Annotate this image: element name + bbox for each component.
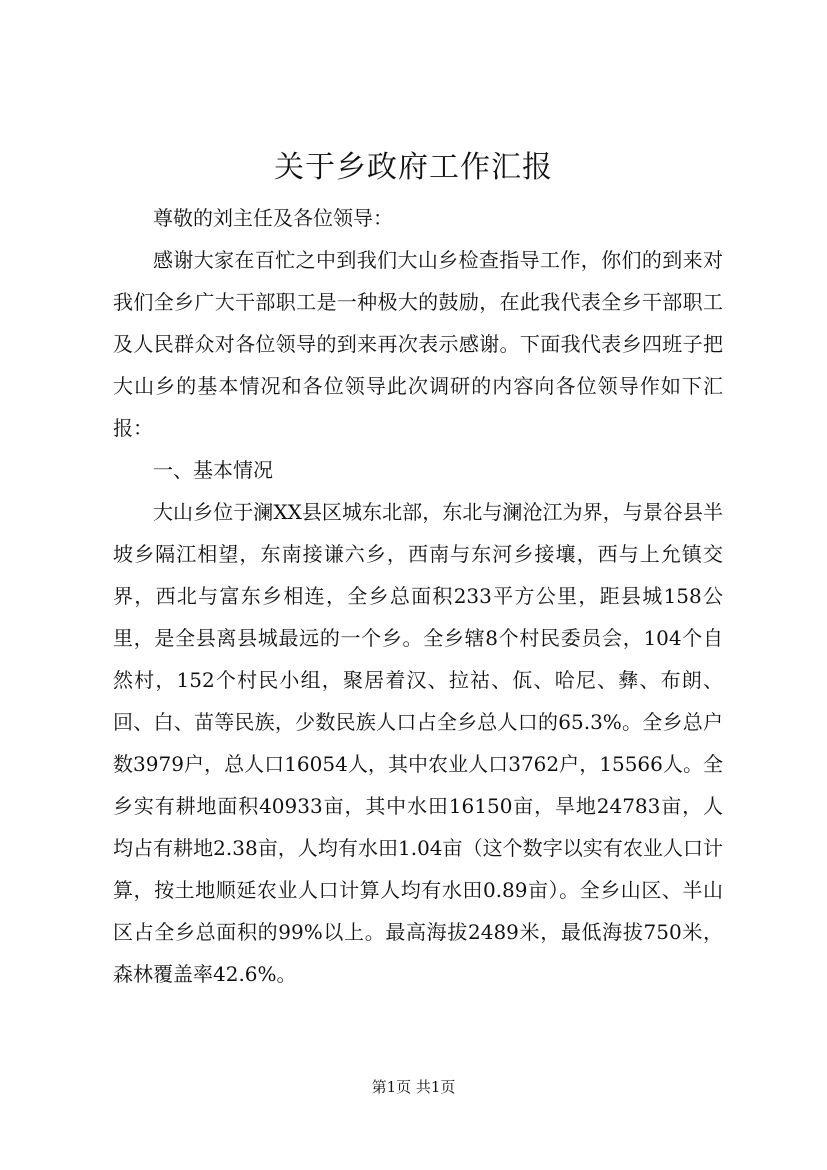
intro-paragraph: 感谢大家在百忙之中到我们大山乡检查指导工作，你们的到来对我们全乡广大干部职工是一种极大的鼓励，在此我代表全乡干部职工及人民群众对各位领导的到来再次表示感谢。下面我代表乡四班子把大山乡的基本情况和各位领导此次调研的内容向各位领导作如下汇报：: [113, 248, 723, 440]
document-body: [113, 197, 723, 995]
basic-info-paragraph: 大山乡位于澜XX县区城东北部，东北与澜沧江为界，与景谷县半坡乡隔江相望，东南接谦六乡，西南与东河乡接壤，西与上允镇交界，西北与富东乡相连，全乡总面积233平方公里，距县城158公里，是全县离县城最远的一个乡。全乡辖8个村民委员会，104个自然村，152个村民小组，聚居着汉、拉祜、佤、哈尼、彝、布朗、回、白、苗等民族，少数民族人口占全乡总人口的65.3%。全乡总户数3979户，总人口16054人，其中农业人口3762户，15566人。全乡实有耕地面积40933亩，其中水田16150亩，旱地24783亩，人均占有耕地2.38亩，人均有水田1.04亩（这个数字以实有农业人口计算，按土地顺延农业人口计算人均有水田0.89亩）。全乡山区、半山区占全乡总面积的99%以上。最高海拔2489米，最低海拔750米，森林覆盖率42.6%。: [113, 500, 723, 986]
page-title: 关于乡政府工作汇报: [274, 150, 553, 185]
section-heading: 一、基本情况: [153, 458, 273, 482]
salutation-paragraph: 尊敬的刘主任及各位领导：: [153, 206, 393, 230]
page-footer: 第1页 共1页: [371, 1078, 456, 1096]
